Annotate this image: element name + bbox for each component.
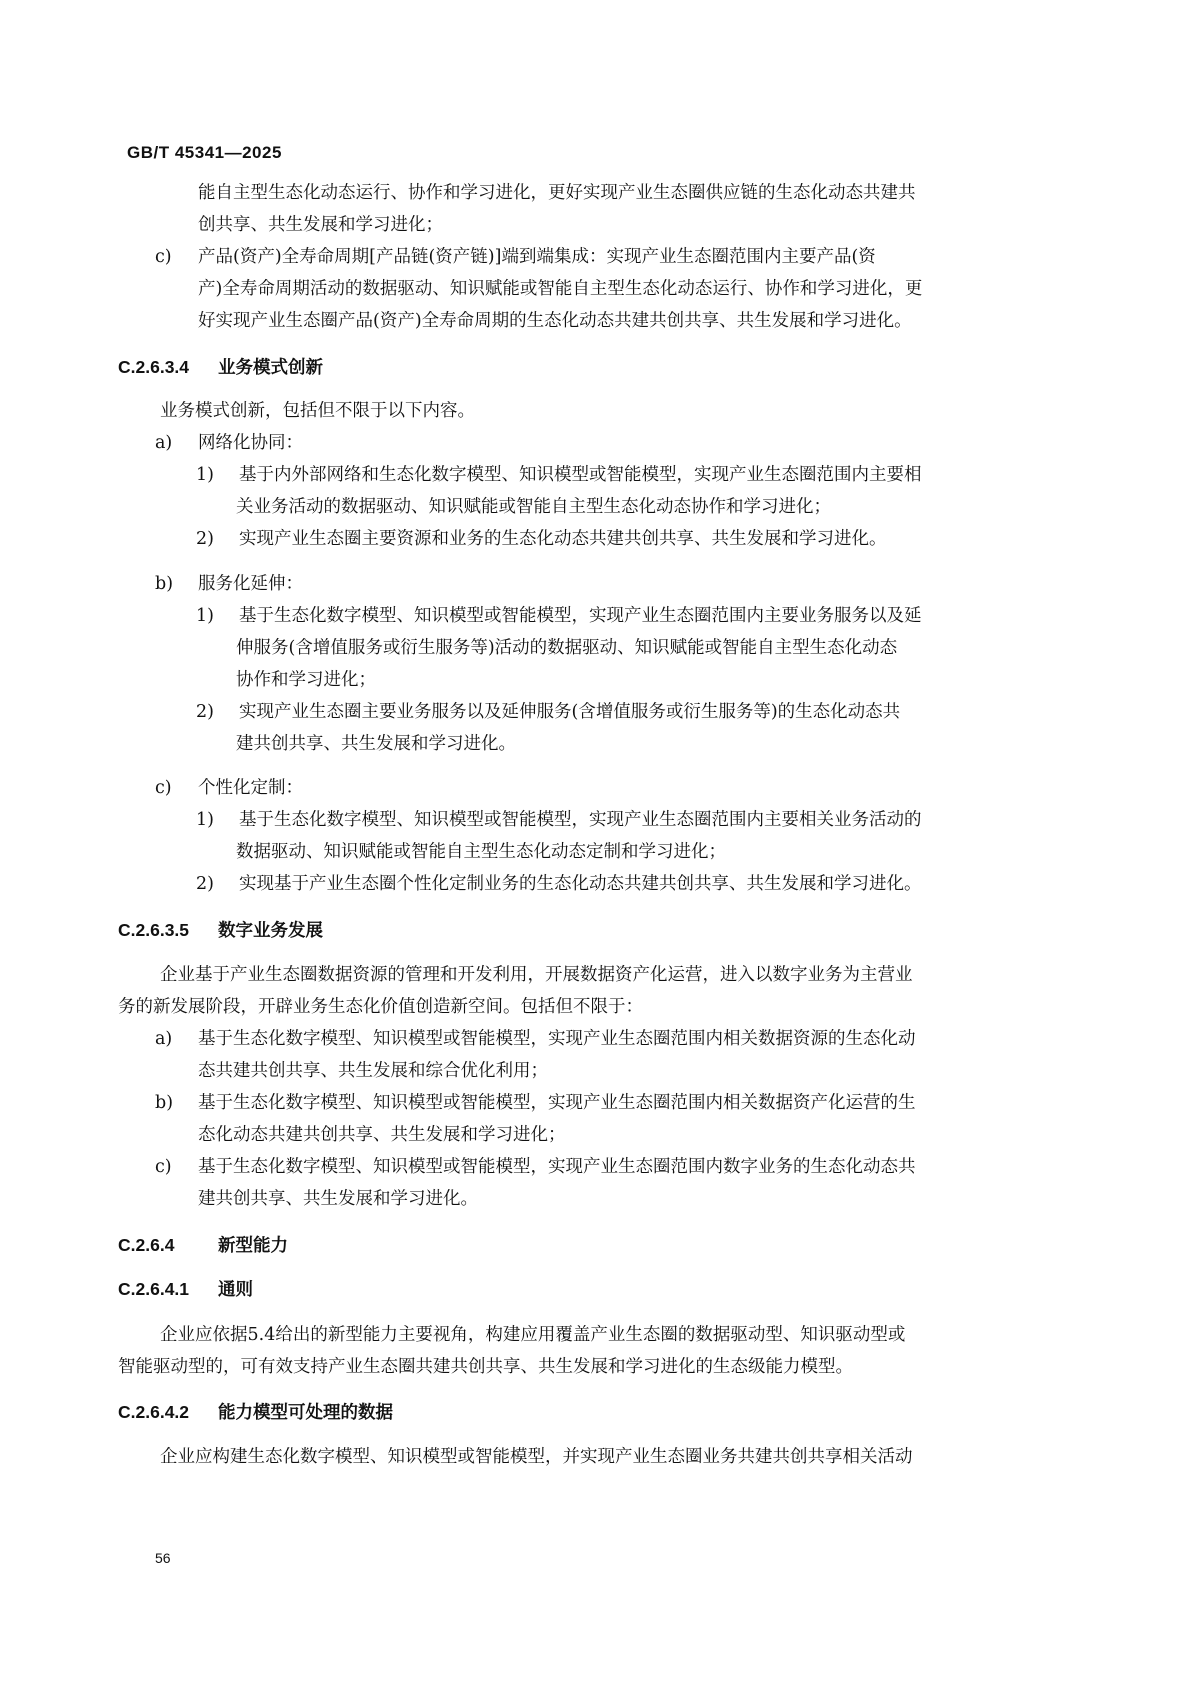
sub-list-item <box>196 458 922 492</box>
line-text: 产)全寿命周期活动的数据驱动、知识赋能或智能自主型生态化动态运行、协作和学习进化，更 <box>198 279 923 299</box>
line-text: 实现产业生态圈主要资源和业务的生态化动态共建共创共享、共生发展和学习进化。 <box>239 529 887 549</box>
text-line <box>236 490 831 524</box>
line-text: 智能驱动型的，可有效支持产业生态圈共建共创共享、共生发展和学习进化的生态级能力模型。 <box>118 1357 853 1377</box>
text-line <box>160 1318 905 1352</box>
text-line <box>236 631 897 665</box>
list-marker: b) <box>155 574 174 594</box>
text-line <box>160 1440 913 1474</box>
section-title: 数字业务发展 <box>218 921 323 941</box>
line-text: 企业应依据5.4给出的新型能力主要视角，构建应用覆盖产业生态圈的数据驱动型、知识驱动型或 <box>160 1325 906 1345</box>
section-heading <box>118 1395 393 1430</box>
line-text: 企业基于产业生态圈数据资源的管理和开发利用，开展数据资产化运营，进入以数字业务为主营业 <box>160 965 913 985</box>
text-line <box>198 1182 478 1216</box>
line-text: 基于生态化数字模型、知识模型或智能模型，实现产业生态圈范围内数字业务的生态化动态共 <box>198 1157 916 1177</box>
line-text: 个性化定制： <box>198 778 303 798</box>
text-line <box>118 990 643 1024</box>
text-line <box>236 663 376 697</box>
list-marker: 2) <box>196 702 214 722</box>
line-text: 协作和学习进化； <box>236 670 376 690</box>
text-line <box>236 727 516 761</box>
text-line <box>118 1350 853 1384</box>
section-title: 通则 <box>218 1280 253 1300</box>
section-title: 业务模式创新 <box>218 358 323 378</box>
sub-list-item <box>196 695 900 729</box>
sub-list-item <box>196 522 887 556</box>
list-item <box>155 1022 916 1056</box>
page-number: 56 <box>155 1550 171 1566</box>
line-text: 数据驱动、知识赋能或智能自主型生态化动态定制和学习进化； <box>236 842 726 862</box>
list-item <box>155 567 303 601</box>
line-text: 基于生态化数字模型、知识模型或智能模型，实现产业生态圈范围内相关数据资产化运营的生 <box>198 1093 916 1113</box>
line-text: 态化动态共建共创共享、共生发展和学习进化； <box>198 1125 566 1145</box>
section-heading <box>118 913 323 948</box>
list-marker: b) <box>155 1093 174 1113</box>
line-text: 态共建共创共享、共生发展和综合优化利用； <box>198 1061 548 1081</box>
list-marker: a) <box>155 1029 173 1049</box>
text-line <box>160 394 475 428</box>
section-heading <box>118 1272 253 1307</box>
line-text: 好实现产业生态圈产品(资产)全寿命周期的生态化动态共建共创共享、共生发展和学习进化。 <box>198 311 912 331</box>
sub-list-item <box>196 867 922 901</box>
section-number: C.2.6.3.4 <box>118 357 190 377</box>
text-line <box>198 176 916 210</box>
list-marker: 1) <box>196 606 214 626</box>
line-text: 网络化协同： <box>198 433 303 453</box>
list-marker: 1) <box>196 810 214 830</box>
section-heading <box>118 350 323 385</box>
section-number: C.2.6.4.1 <box>118 1279 190 1299</box>
text-line <box>198 208 443 242</box>
line-text: 基于生态化数字模型、知识模型或智能模型，实现产业生态圈范围内相关数据资源的生态化动 <box>198 1029 916 1049</box>
line-text: 伸服务(含增值服务或衍生服务等)活动的数据驱动、知识赋能或智能自主型生态化动态 <box>236 638 898 658</box>
line-text: 基于内外部网络和生态化数字模型、知识模型或智能模型，实现产业生态圈范围内主要相 <box>239 465 922 485</box>
list-marker: c) <box>155 247 172 267</box>
sub-list-item <box>196 803 922 837</box>
line-text: 基于生态化数字模型、知识模型或智能模型，实现产业生态圈范围内主要相关业务活动的 <box>239 810 922 830</box>
list-marker: a) <box>155 433 173 453</box>
line-text: 实现产业生态圈主要业务服务以及延伸服务(含增值服务或衍生服务等)的生态化动态共 <box>239 702 901 722</box>
list-marker: c) <box>155 1157 172 1177</box>
line-text: 产品(资产)全寿命周期[产品链(资产链)]端到端集成：实现产业生态圈范围内主要产品(资 <box>198 247 876 267</box>
list-item <box>155 426 303 460</box>
section-title: 新型能力 <box>218 1236 288 1256</box>
line-text: 业务模式创新，包括但不限于以下内容。 <box>160 401 475 421</box>
section-number: C.2.6.3.5 <box>118 920 190 940</box>
text-line <box>198 272 922 306</box>
line-text: 基于生态化数字模型、知识模型或智能模型，实现产业生态圈范围内主要业务服务以及延 <box>239 606 922 626</box>
list-marker: 2) <box>196 874 214 894</box>
line-text: 企业应构建生态化数字模型、知识模型或智能模型，并实现产业生态圈业务共建共创共享相关活动 <box>160 1447 913 1467</box>
text-line <box>198 1054 548 1088</box>
text-line <box>236 835 726 869</box>
line-text: 创共享、共生发展和学习进化； <box>198 215 443 235</box>
list-marker: 2) <box>196 529 214 549</box>
section-number: C.2.6.4 <box>118 1235 175 1255</box>
line-text: 实现基于产业生态圈个性化定制业务的生态化动态共建共创共享、共生发展和学习进化。 <box>239 874 922 894</box>
line-text: 务的新发展阶段，开辟业务生态化价值创造新空间。包括但不限于： <box>118 997 643 1017</box>
text-line <box>160 958 913 992</box>
list-item <box>155 1150 916 1184</box>
section-number: C.2.6.4.2 <box>118 1402 190 1422</box>
section-title: 能力模型可处理的数据 <box>218 1403 393 1423</box>
list-marker: 1) <box>196 465 214 485</box>
line-text: 能自主型生态化动态运行、协作和学习进化，更好实现产业生态圈供应链的生态化动态共建共 <box>198 183 916 203</box>
line-text: 服务化延伸： <box>198 574 303 594</box>
list-item <box>155 771 303 805</box>
sub-list-item <box>196 599 922 633</box>
standard-code: GB/T 45341—2025 <box>127 143 282 162</box>
section-heading <box>118 1228 288 1263</box>
text-line <box>198 304 912 338</box>
list-item <box>155 1086 916 1120</box>
list-item <box>155 240 876 274</box>
line-text: 建共创共享、共生发展和学习进化。 <box>236 734 516 754</box>
line-text: 建共创共享、共生发展和学习进化。 <box>198 1189 478 1209</box>
text-line <box>198 1118 566 1152</box>
line-text: 关业务活动的数据驱动、知识赋能或智能自主型生态化动态协作和学习进化； <box>236 497 831 517</box>
list-marker: c) <box>155 778 172 798</box>
